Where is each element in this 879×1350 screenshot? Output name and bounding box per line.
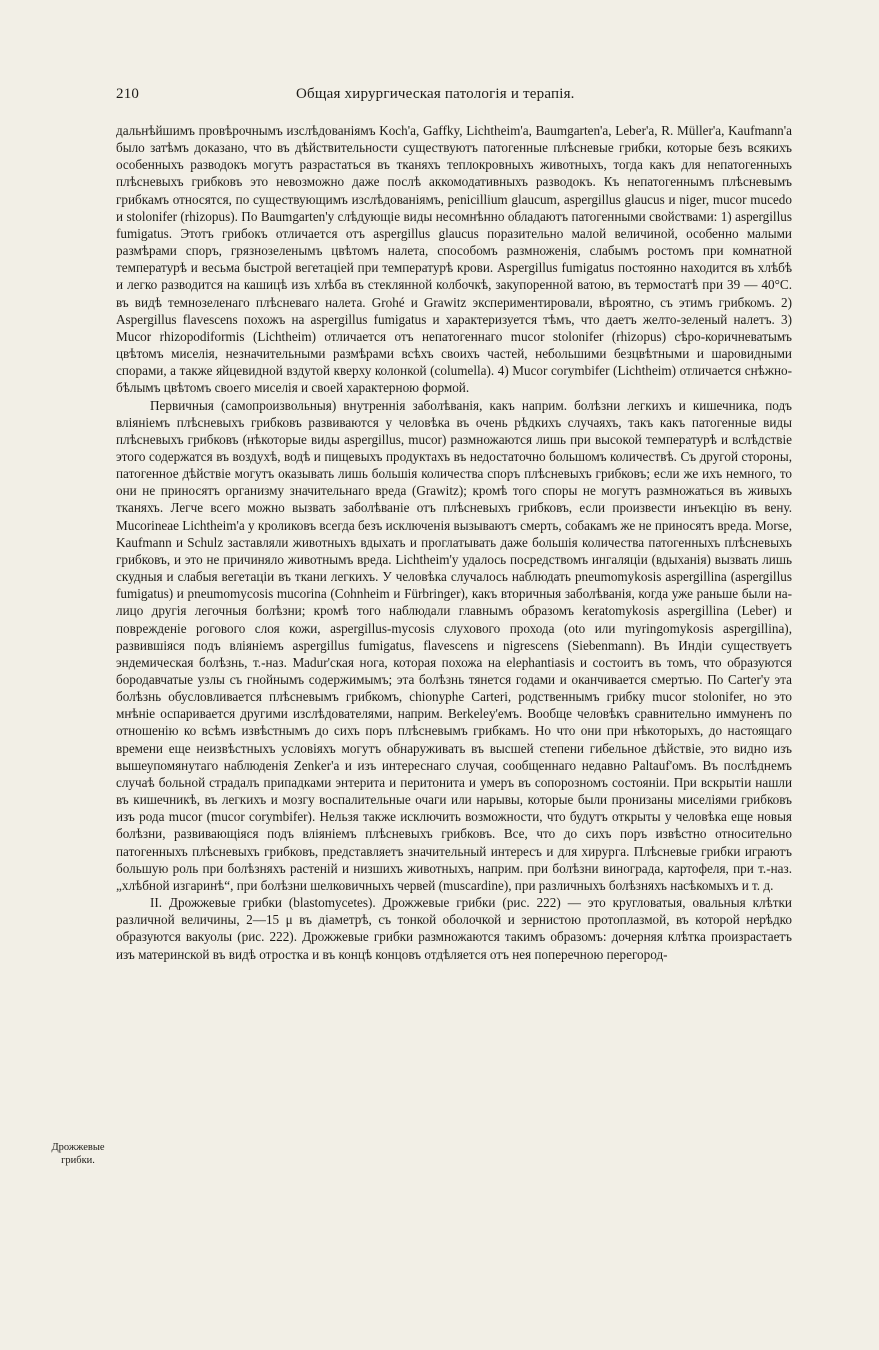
page-number: 210 [116, 86, 140, 102]
paragraph-primary-diseases: Первичныя (самопроизвольныя) внутреннія заболѣванія, какъ наприм. болѣзни легкихъ и кишечника, подъ вліяніемъ плѣсневыхъ грибковъ развиваются у человѣка въ очень рѣдкихъ случаяхъ, такъ какъ патогенные виды плѣсневыхъ грибковъ (нѣкоторые виды aspergillus, mucor) размножаются лишь при высокой температурѣ и вслѣдствіе этого содержатся въ воздухѣ, водѣ и пищевыхъ продуктахъ въ недостаточно большомъ количествѣ. Съ другой стороны, патогенное дѣйствіе могутъ оказывать лишь большія количества споръ плѣсневыхъ грибковъ; если же ихъ немного, то они не приносятъ организму значительнаго вреда (Grawitz); кромѣ того споры не могутъ размножаться въ живыхъ тканяхъ. Легче всего можно вызвать заболѣваніе отъ плѣсневыхъ грибковъ, если произвести инъекцію въ вену. Mucorineae Lichtheim'a у кроликовъ всегда безъ исключенія вызываютъ смерть, собакамъ же не приносятъ вреда. Morse, Kaufmann и Schulz заставляли животныхъ вдыхать и проглатывать даже большія количества патогенныхъ плѣсневыхъ грибковъ, и это не причиняло животнымъ вреда. Lichtheim'у удалось посредствомъ ингаляціи (вдыханія) вызвать лишь скудныя и слабыя вегетаціи въ ткани легкихъ. У человѣка случалось наблюдать pneumomykosis aspergillina (aspergillus fumigatus) и pneumomycosis mucorina (Cohnheim и Fürbringer), какъ вторичныя заболѣванія, когда уже раньше были на-лицо другія легочныя болѣзни; кромѣ того наблюдали главнымъ образомъ keratomykosis aspergillina (Leber) и поврежденіе рогового слоя кожи, aspergillus-mycosis слухового прохода (oto или myringomykosis aspergillina), развившіяся подъ вліяніемъ aspergillus fumigatus, flavescens и nigrescens (Siebenmann). Въ Индіи существуетъ эндемическая болѣзнь, т.-наз. Madur'ская нога, которая похожа на elephantiasis и состоитъ въ томъ, что образуются бородавчатые узлы съ гнойнымъ содержимымъ; эта болѣзнь тянется годами и оканчивается смертью. По Carter'у эта болѣзнь обусловливается плѣсневымъ грибкомъ, chionyphe Carteri, родственнымъ грибку mucor stolonifer, но это мнѣніе оспаривается другими изслѣдователями, наприм. Berkeley'емъ. Вообще человѣкъ сравнительно иммуненъ по отношенію ко всѣмъ извѣстнымъ до сихъ поръ плѣсневымъ грибкамъ. Но что они при нѣкоторыхъ, до настоящаго времени еще неизвѣстныхъ условіяхъ могутъ обнаруживать въ высшей степени гибельное дѣйствіе, это видно изъ вышеупомянутаго наблюденія Zenker'a и изъ интереснаго случая, сообщеннаго недавно Paltauf'омъ. Въ послѣднемъ случаѣ больной страдалъ припадками энтерита и перитонита и умеръ въ сопорозномъ состояніи. При вскрытіи нашли въ кишечникѣ, въ легкихъ и мозгу воспалительные очаги или нарывы, которые были пронизаны миселіями грибковъ изъ рода mucor (mucor corymbifer). Нельзя также исключить возможности, что будутъ открыты у человѣка еще новыя болѣзни, развивающіяся подъ вліяніемъ плѣсневыхъ грибковъ. Все, что до сихъ поръ извѣстно относительно патогенныхъ плѣсневыхъ грибковъ, представляетъ значительный интересъ и для хирурга. Плѣсневые грибки играютъ большую роль при болѣзняхъ растеній и низшихъ животныхъ, наприм. при болѣзни винограда, картофеля, при т.-наз. „хлѣбной изгаринѣ“, при болѣзни шелковичныхъ червей (muscardine), при различныхъ болѣзняхъ насѣкомыхъ и т. д. [116, 397, 792, 893]
paragraph-yeast-fungi: II. Дрожжевые грибки (blastomycetes). Дрожжевые грибки (рис. 222) — это кругловатыя, овальныя клѣтки различной величины, 2—15 μ въ діаметрѣ, съ тонкой оболочкой и зернистою протоплазмой, въ которой нерѣдко образуются вакуолы (рис. 222). Дрожжевые грибки размножаются такимъ образомъ: дочерняя клѣтка произрастаетъ изъ материнской въ видѣ отростка и въ концѣ концовъ отдѣляется отъ нея поперечною перегород- [116, 895, 792, 962]
running-title: Общая хирургическая патологія и терапія. [296, 86, 575, 102]
page-header [116, 86, 788, 108]
paragraph-continuation: дальнѣйшимъ провѣрочнымъ изслѣдованіямъ Koch'a, Gaffky, Lichtheim'a, Baumgarten'a, Leber'a, R. Müller'a, Kaufmann'a было затѣмъ доказано, что въ дѣйствительности существуютъ патогенные плѣсневые грибки, которые безъ всякихъ особенныхъ разводокъ могутъ разрастаться въ тканяхъ теплокровныхъ животныхъ, тогда какъ для непатогенныхъ плѣсневыхъ грибковъ это невозможно даже послѣ аккомодативныхъ разводокъ. Къ непатогеннымъ плѣсневымъ грибкамъ относятся, по существующимъ изслѣдованіямъ, penicillium glaucum, aspergillus glaucus и niger, mucor mucedo и stolonifer (rhizopus). По Baumgarten'у слѣдующіе виды несомнѣнно обладаютъ патогенными свойствами: 1) aspergillus fumigatus. Этотъ грибокъ отличается отъ aspergillus glaucus поразительно малой величиной, особенно малыми размѣрами споръ, грязнозеленымъ цвѣтомъ налета, способомъ размноженія, слабымъ ростомъ при комнатной температурѣ и весьма быстрой вегетаціей при температурѣ крови. Aspergillus fumigatus постоянно находится въ хлѣбѣ и легко разводится на кашицѣ изъ хлѣба въ стеклянной колбочкѣ, закупоренной ватою, въ термостатѣ при 39 — 40°C. въ видѣ темнозеленаго плѣсневаго налета. Grohé и Grawitz экспериментировали, вѣроятно, съ этимъ грибкомъ. 2) Aspergillus flavescens похожъ на aspergillus fumigatus и характеризуется тѣмъ, что даетъ желто-зеленый налетъ. 3) Mucor rhizopodiformis (Lichtheim) отличается отъ непатогеннаго mucor stolonifer (rhizopus) сѣро-коричневатымъ цвѣтомъ миселія, незначительными размѣрами всѣхъ своихъ частей, небольшими безцвѣтными и шаровидными спорами, а также яйцевидной вздутой кверху колонкой (columella). 4) Mucor corymbifer (Lichtheim) отличается снѣжно-бѣлымъ цвѣтомъ своего миселія и своей характерною формой. [116, 123, 792, 396]
body-text [116, 122, 792, 963]
margin-note: Дрожжевые грибки. [51, 1142, 105, 1166]
